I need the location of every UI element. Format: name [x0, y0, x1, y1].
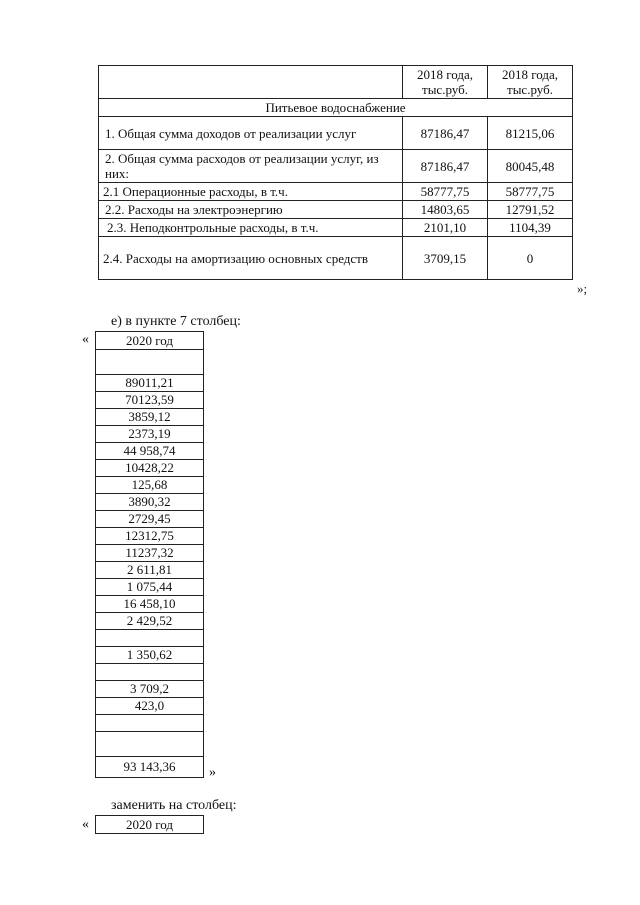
row-value-1: 2101,10 — [403, 219, 488, 237]
header-empty-cell — [99, 66, 403, 99]
column-cell: 2729,45 — [96, 511, 204, 528]
table-row — [99, 219, 573, 237]
financial-table — [98, 65, 573, 280]
column-cell — [96, 350, 204, 375]
column-cell — [96, 630, 204, 647]
column-cell: 16 458,10 — [96, 596, 204, 613]
column-cell: 12312,75 — [96, 528, 204, 545]
column-cell — [96, 732, 204, 757]
column-cell: 3859,12 — [96, 409, 204, 426]
column-cell: 89011,21 — [96, 375, 204, 392]
replace-column-header: 2020 год — [95, 815, 204, 834]
column-cell: 70123,59 — [96, 392, 204, 409]
table-row — [99, 117, 573, 150]
row-value-2: 58777,75 — [488, 183, 573, 201]
column-cell: 1 075,44 — [96, 579, 204, 596]
column-cell: 44 958,74 — [96, 443, 204, 460]
table-row — [99, 150, 573, 183]
replace-intro: заменить на столбец: — [111, 798, 237, 813]
header-2018-col1: 2018 года, тыс.руб. — [403, 66, 488, 99]
row-label: 2. Общая сумма расходов от реализации услуг, из них: — [99, 150, 403, 183]
row-value-2: 81215,06 — [488, 117, 573, 150]
row-value-1: 58777,75 — [403, 183, 488, 201]
row-value-2: 0 — [488, 237, 573, 280]
row-value-1: 14803,65 — [403, 201, 488, 219]
row-label: 2.4. Расходы на амортизацию основных средств — [99, 237, 403, 280]
section-e-intro: е) в пункте 7 столбец: — [111, 314, 241, 329]
column-cell: 2 611,81 — [96, 562, 204, 579]
section-title: Питьевое водоснабжение — [99, 99, 573, 117]
row-value-1: 87186,47 — [403, 150, 488, 183]
column-total-cell: 93 143,36 — [96, 757, 204, 778]
close-quote: » — [209, 765, 216, 780]
column-cell: 10428,22 — [96, 460, 204, 477]
open-quote: « — [82, 332, 89, 347]
header-2018-col2: 2018 года, тыс.руб. — [488, 66, 573, 99]
column-header: 2020 год — [96, 332, 204, 350]
row-value-2: 1104,39 — [488, 219, 573, 237]
table-closing-quote: »; — [577, 281, 588, 296]
column-table-2020 — [95, 331, 204, 778]
row-value-1: 87186,47 — [403, 117, 488, 150]
column-cell: 2 429,52 — [96, 613, 204, 630]
row-value-1: 3709,15 — [403, 237, 488, 280]
table-row — [99, 201, 573, 219]
replace-open-quote: « — [82, 817, 89, 832]
row-label: 2.3. Неподконтрольные расходы, в т.ч. — [99, 219, 403, 237]
column-cell: 11237,32 — [96, 545, 204, 562]
table-header-row — [99, 66, 573, 99]
section-row — [99, 99, 573, 117]
column-cell: 1 350,62 — [96, 647, 204, 664]
row-label: 1. Общая сумма доходов от реализации услуг — [99, 117, 403, 150]
column-cell: 3890,32 — [96, 494, 204, 511]
row-value-2: 12791,52 — [488, 201, 573, 219]
row-value-2: 80045,48 — [488, 150, 573, 183]
table-row — [99, 237, 573, 280]
row-label: 2.2. Расходы на электроэнергию — [99, 201, 403, 219]
column-cell — [96, 664, 204, 681]
table-row — [99, 183, 573, 201]
column-cell — [96, 715, 204, 732]
row-label: 2.1 Операционные расходы, в т.ч. — [99, 183, 403, 201]
column-cell: 423,0 — [96, 698, 204, 715]
column-cell: 3 709,2 — [96, 681, 204, 698]
column-cell: 2373,19 — [96, 426, 204, 443]
column-cell: 125,68 — [96, 477, 204, 494]
